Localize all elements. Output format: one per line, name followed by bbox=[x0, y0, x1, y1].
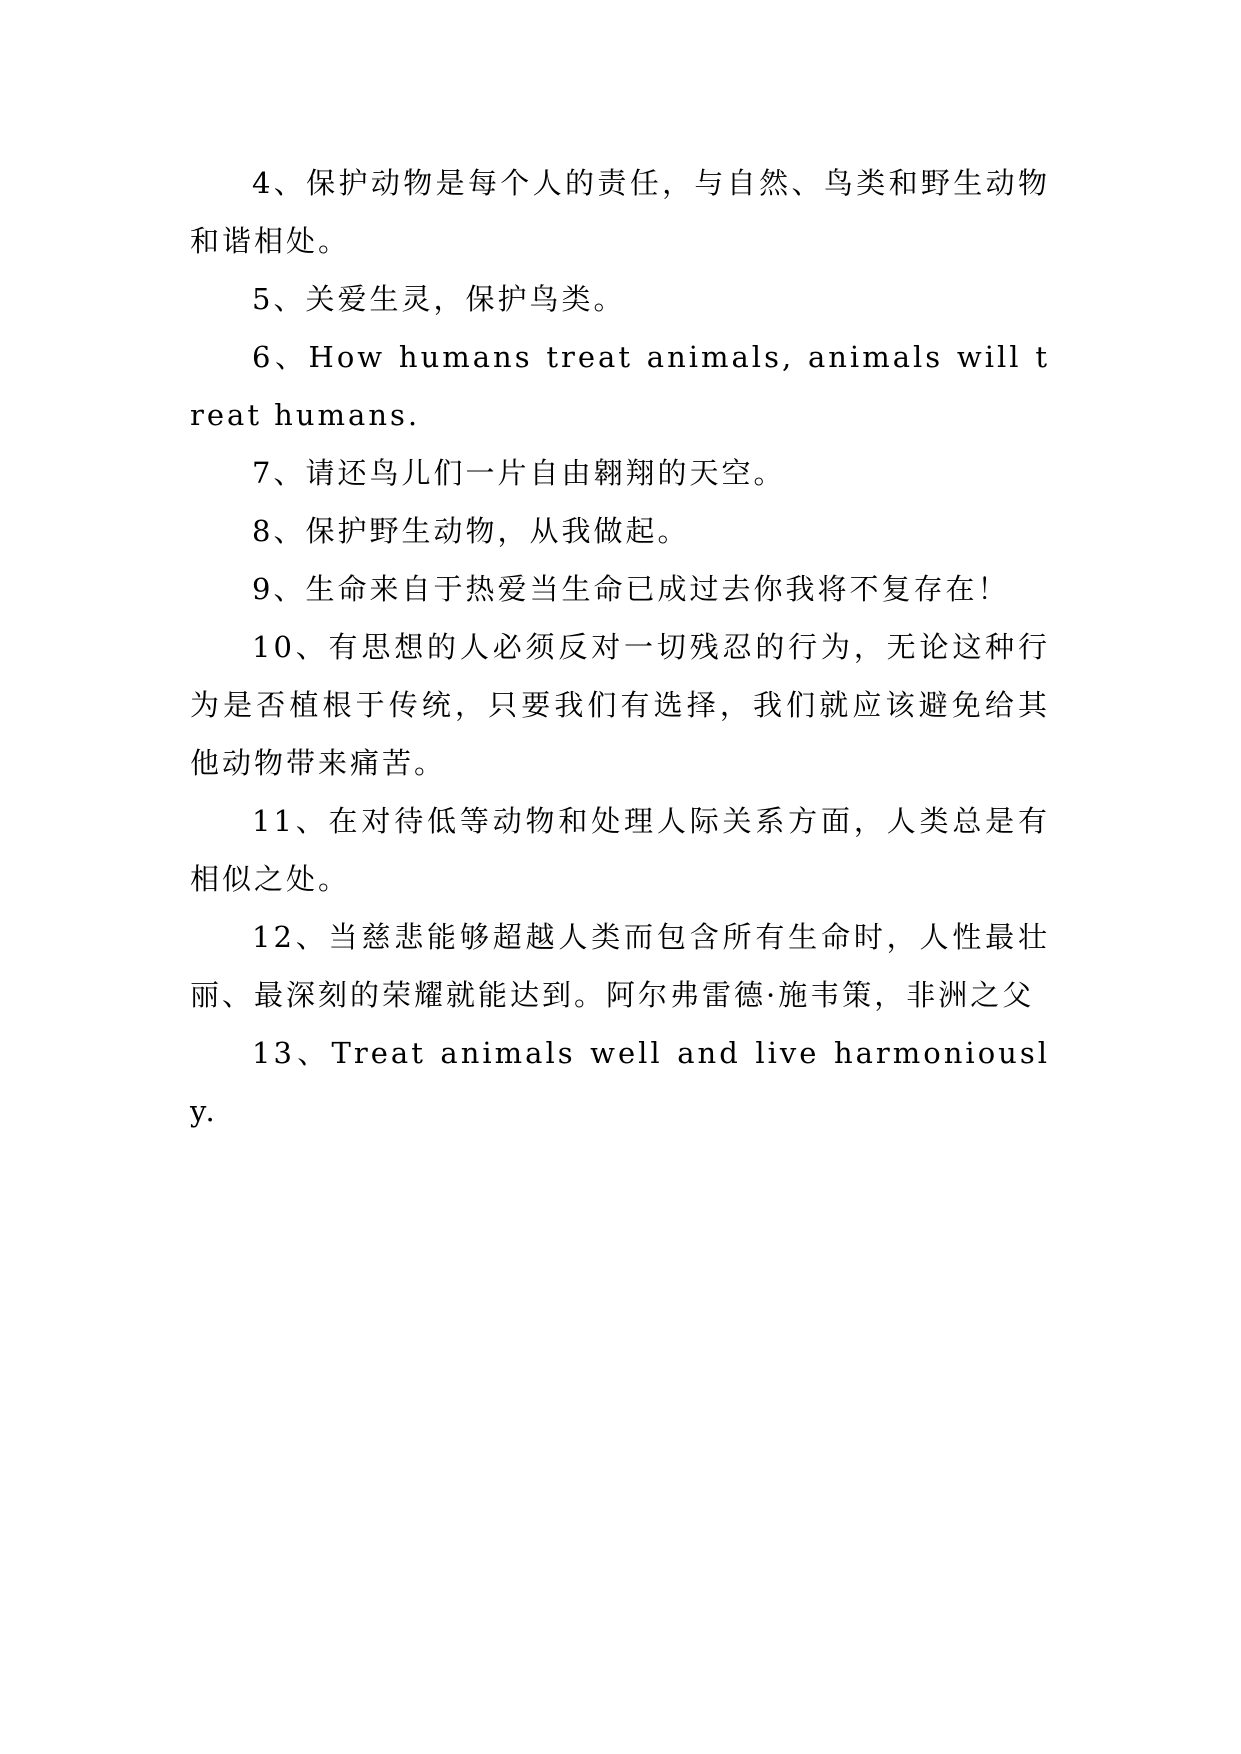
paragraph-9: 9、生命来自于热爱当生命已成过去你我将不复存在！ bbox=[252, 572, 1010, 606]
paragraph-10: 10、有思想的人必须反对一切残忍的行为，无论这种行为是否植根于传统，只要我们有选择，我们就应该避免给其他动物带来痛苦。 bbox=[190, 630, 1050, 780]
paragraph-5: 5、关爱生灵，保护鸟类。 bbox=[252, 282, 626, 316]
paragraph-12: 12、当慈悲能够超越人类而包含所有生命时，人性最壮丽、最深刻的荣耀就能达到。阿尔弗雷德·施韦策，非洲之父 bbox=[190, 920, 1050, 1012]
paragraph-6: 6、How humans treat animals, animals will treat humans. bbox=[190, 340, 1050, 432]
paragraph-4: 4、保护动物是每个人的责任，与自然、鸟类和野生动物和谐相处。 bbox=[190, 166, 1050, 258]
document-body bbox=[190, 154, 1050, 1140]
paragraph-8: 8、保护野生动物，从我做起。 bbox=[252, 514, 690, 548]
paragraph-11: 11、在对待低等动物和处理人际关系方面，人类总是有相似之处。 bbox=[190, 804, 1050, 896]
paragraph-7: 7、请还鸟儿们一片自由翱翔的天空。 bbox=[252, 456, 786, 490]
paragraph-13: 13、Treat animals well and live harmoniously. bbox=[190, 1036, 1050, 1128]
